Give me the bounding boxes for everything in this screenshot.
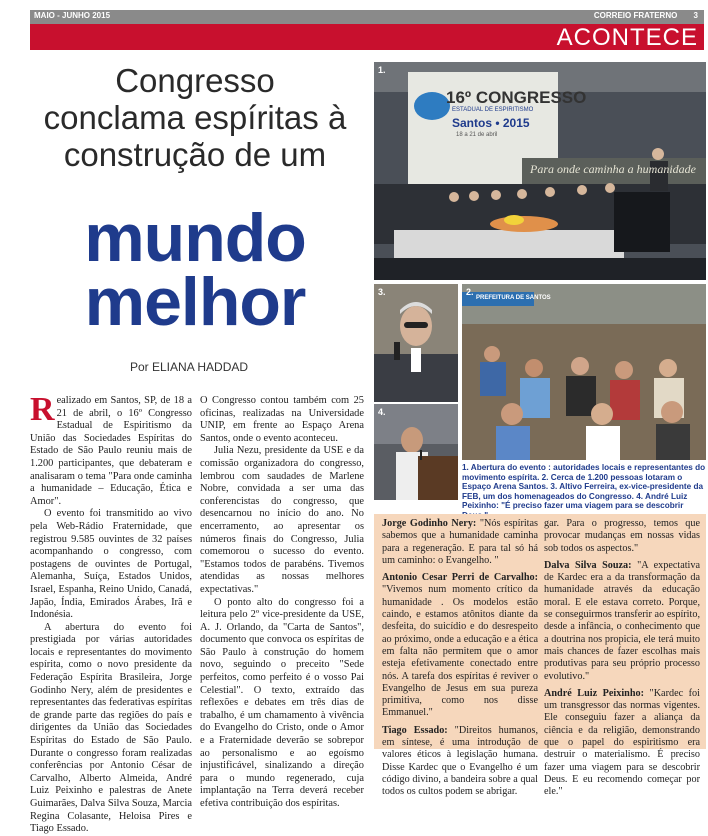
photo-audience (462, 284, 706, 460)
byline: Por ELIANA HADDAD (130, 360, 249, 374)
quote-author: Antonio Cesar Perri de Carvalho: (382, 572, 538, 584)
quote: Antonio Cesar Perri de Carvalho: "Vivemos num momento crítico da humanidade . Os modelos estão caindo, e estamos atônitos diante da desfeita, do suicídio e do desrespeito ao próximo, onde a educação e a ética em falta não permitem que o amor esteja efetivamente conectado entre nós. A tarefa dos espíritas é reviver o Evangelho de Jesus em sua pureza primitiva, como nos disse Emmanuel." (382, 572, 538, 719)
banner-subtitle: ESTADUAL DE ESPIRITISMO (452, 107, 534, 113)
quote: Jorge Godinho Nery: "Nós espíritas sabemos que a humanidade caminha para a regeneração. E para tal só há um caminho: o Evangelho. " (382, 518, 538, 566)
quote: Dalva Silva Souza: "A expectativa de Kardec era a da transformação da humanidade através da educação moral. E ele estava correto. Porque, se conseguirmos transferir ao espírito, desde a infância, o conhecimento que a doutrina nos propicia, ele terá muito mais chances de fazer escolhas mais produtivas para seu próprio processo evolutivo." (544, 559, 700, 682)
photo-altivo-ferreira (374, 284, 458, 402)
page-header-bar (30, 10, 704, 24)
photo-caption: 1. Abertura do evento : autoridades locais e representantes do movimento espírita. 2. Cerca de 1.200 pessoas lotaram o Espaço Arena Santos. 3. Altivo Ferreira, ex-vice-presidente da FEB, um dos homenageados do Congresso. 4. André Luiz Peixinho: "É preciso fazer uma viagem para se descobrir (462, 463, 706, 511)
article-paragraph: O evento foi transmitido ao vivo pela Web-Rádio Fraternidade, que registrou 9.585 ouvintes de 32 países acompanhando o congresso, com postagens de ouvintes de Portugal, Alemanha, Suíça, Estados Unidos, Israel, Espanha, Reino Unido, Canadá, Japão, Índia, Emirados Árabes, Irã e Indonésia. (30, 508, 192, 621)
quote-author: André Luiz Peixinho: (544, 687, 644, 699)
photo-number: 3. (378, 287, 386, 297)
section-bar (30, 24, 704, 50)
portrait-illustration (374, 284, 458, 402)
headline-big-2: melhor (84, 264, 306, 340)
headline-line-2: conclama espíritas à (43, 99, 347, 136)
city-hall-sign: PREFEITURA DE SANTOS (476, 295, 551, 301)
quotes-column-left (382, 518, 538, 804)
article-paragraph: Julia Nezu, presidente da USE e da comissão organizadora do congresso, lembrou com saudades de Marlene Nobre, convidada a ser uma das conferencistas do congresso, que desencarnou no início do ano. No encerramento, ao apresentar os números finais do Congresso, Julia comemorou o sucesso do evento. "Estamos todos de parabéns. Tivemos atendidas as nossas melhores expectativas." (200, 445, 364, 595)
article-paragraph: O ponto alto do congresso foi a leitura pelo 2º vice-presidente da USE, A. J. Orlando, da "Carta de Santos", documento que convoca os espíritas de São Paulo à construção do homem novo, seguindo o preceito "Sede perfeitos, como perfeito é o vosso Pai Celestial". O texto, extraído das reflexões e debates em três dias de trabalho, é um chamamento à vivência do Evangelho do Cristo, onde o Amor e a Fraternidade deverão se sobrepor ao personalismo e ao egoísmo injustificável, sinalizando a direção para o mundo regenerado, cuja implantação na Terra deverá receber efetiva contribuição dos espíritas. (200, 596, 364, 809)
newspaper-name: CORREIO FRATERNO (593, 11, 678, 20)
quote-author: Dalva Silva Souza: (544, 559, 632, 571)
section-title: ACONTECE (556, 24, 698, 51)
article-paragraph: Realizado em Santos, SP, de 18 a 21 de abril, o 16º Congresso Estadual de Espiritismo da União das Sociedades Espíritas do Estado de São Paulo reuniu mais de 1.200 participantes, que debateram e analisaram o tema "Para onde caminha a humanidade – Educação, Ética e Amor". (30, 391, 192, 507)
banner-congress-title: 16º CONGRESSO (446, 88, 587, 107)
article-column-1 (30, 391, 192, 836)
photo-number: 2. (466, 287, 474, 297)
stage-slogan: Para onde caminha a humanidade (530, 162, 696, 176)
quote: Tiago Essado: "Direitos humanos, em síntese, é uma introdução de valores éticos à legislação humana. Disse Kardec que o Evangelho é um código divino, a bandeira sobre a qual todos os cultos podem se abrigar. (382, 724, 538, 798)
page-number: 3 (693, 11, 698, 20)
article-column-2 (200, 395, 364, 811)
speaker-illustration (374, 404, 458, 500)
article-paragraph: O Congresso contou também com 25 oficinas, realizadas na Universidade UNIP, em frente ao Espaço Arena Santos, onde o evento aconteceu. (200, 395, 364, 444)
photo-number: 1. (378, 65, 386, 75)
drop-cap: R (30, 391, 55, 428)
photo-andre-luiz-peixinho (374, 404, 458, 500)
headline-line-1: Congresso (115, 62, 275, 99)
photo-number: 4. (378, 407, 386, 417)
audience-illustration (462, 284, 706, 460)
issue-date: MAIO - JUNHO 2015 (34, 11, 111, 20)
quotes-box (374, 514, 706, 798)
quote-author: Tiago Essado: (382, 724, 448, 736)
headline-line-3: construção de um (63, 136, 327, 173)
quote: André Luiz Peixinho: "Kardec foi um transgressor das normas vigentes. Ele conseguiu fazer a aliança da ciência e da religião, demonstrando que o papel do espiritismo era destruir o materialismo. É preciso fazer uma viagem para se descobrir Deus. E eu recomendo começar por ele." (544, 687, 700, 798)
quote-author: Jorge Godinho Nery: (382, 518, 477, 529)
quotes-column-right (544, 518, 700, 804)
article-paragraph: A abertura do evento foi prestigiada por várias autoridades locais e representantes do movimento espírita, como o novo presidente da Federação Espírita Brasileira, Jorge Godinho Nery, além de presidentes e representantes das federativas espíritas de grande parte das regiões do país e dirigentes da União das Sociedades Espíritas do Estado de São Paulo. Durante o congresso foram realizadas conferências por Antonio César de Carvalho, Alberto Almeida, André Luiz Peixinho e palestras de Anete Guimarães, Dalva Silva Souza, Marcia Regina Colasante, Heloisa Pires e Tiago Essado. (30, 621, 192, 835)
banner-dates: 18 a 21 de abril (456, 132, 498, 138)
photo-stage (374, 62, 706, 280)
banner-city-year: Santos • 2015 (452, 116, 530, 130)
quote: gar. Para o progresso, temos que provocar mudanças em nossas vidas sob todos os aspectos." (544, 518, 700, 554)
headline-big-1: mundo (84, 200, 306, 276)
